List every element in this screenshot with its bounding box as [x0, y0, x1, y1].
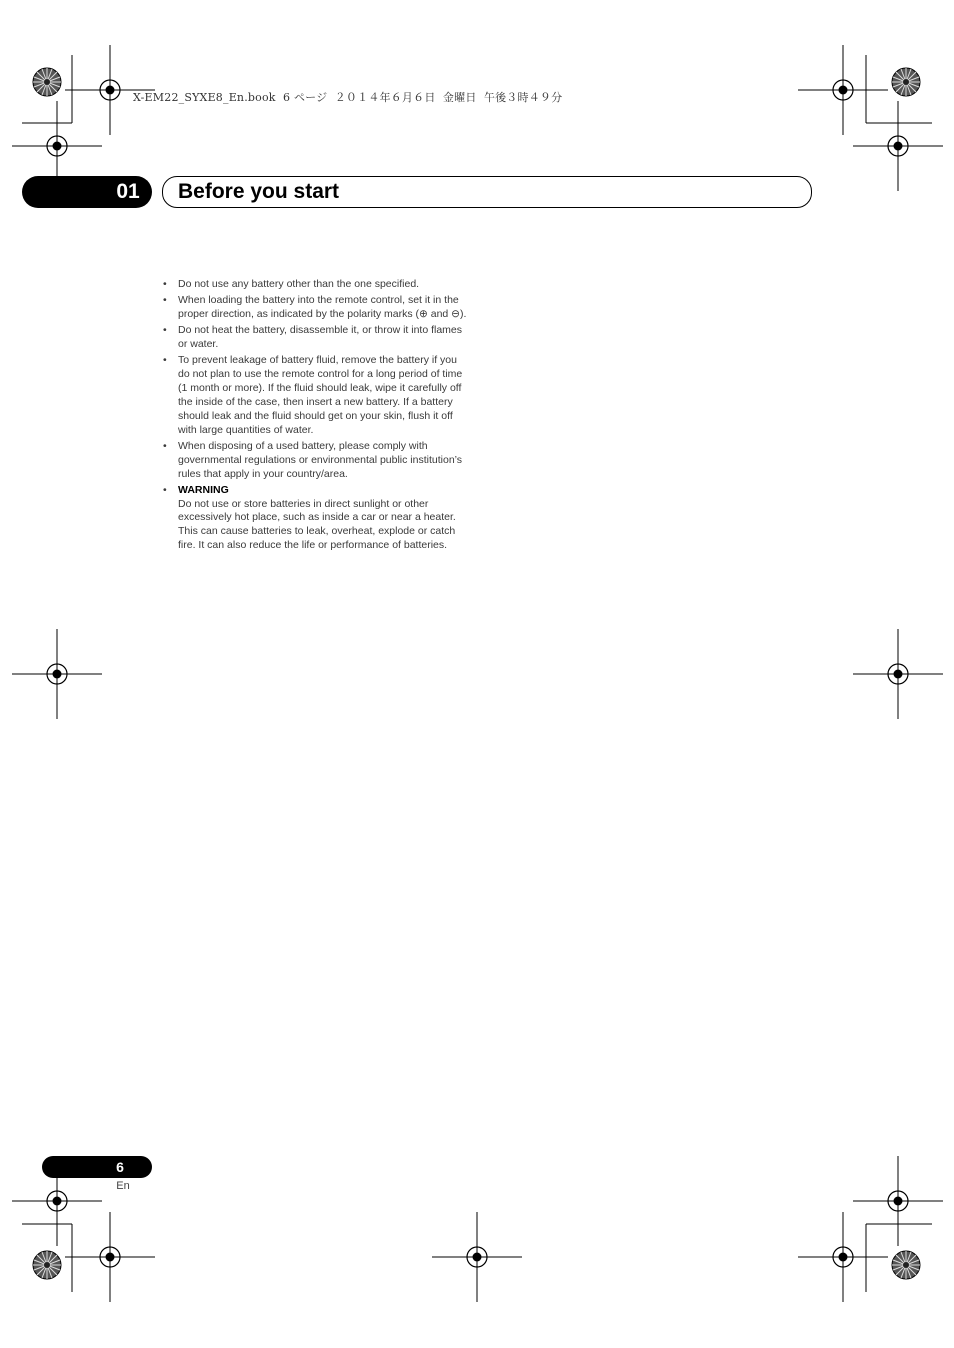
list-item-text: Do not use any battery other than the one specified. — [178, 278, 420, 290]
page-number: 6 — [116, 1159, 124, 1175]
bullet-icon: • — [163, 324, 167, 337]
page-language: En — [116, 1180, 130, 1192]
list-item — [163, 278, 471, 292]
color-wheel-icon — [33, 68, 61, 96]
registration-mark-icon — [798, 1212, 888, 1302]
list-item — [163, 354, 471, 437]
color-wheel-icon — [892, 1251, 920, 1279]
book-file-header: X-EM22_SYXE8_En.book 6 ページ ２０１４年６月６日 金曜日 午後３時４９分 — [133, 91, 563, 104]
color-wheel-icon — [33, 1251, 61, 1279]
list-item — [163, 440, 471, 482]
registration-mark-icon — [853, 629, 943, 719]
registration-mark-icon — [12, 629, 102, 719]
registration-mark-icon — [432, 1212, 522, 1302]
warning-text: Do not use or store batteries in direct sunlight or other excessively hot place, such as inside a car or near a heater. This can cause batteries to leak, overheat, explode or catch fire. It can also reduce the life or performance of batteries. — [178, 497, 456, 552]
list-item-text: When loading the battery into the remote control, set it in the proper direction, as indicated by the polarity marks (⊕ and ⊖). — [178, 294, 467, 320]
chapter-number: 01 — [116, 180, 140, 203]
list-item-text: Do not heat the battery, disassemble it, or throw it into flames or water. — [178, 324, 463, 350]
bullet-icon: • — [163, 483, 167, 496]
list-item-text: When disposing of a used battery, please comply with governmental regulations or environmental public institution’s rules that apply in your country/area. — [178, 439, 463, 480]
color-wheel-icon — [892, 68, 920, 96]
list-item — [163, 324, 471, 352]
list-item — [163, 294, 471, 322]
registration-mark-icon — [65, 1212, 155, 1302]
chapter-title: Before you start — [178, 180, 340, 203]
list-item-text: To prevent leakage of battery fluid, remove the battery if you do not plan to use the remote control for a long period of time (1 month or more). If the fluid should leak, wipe it carefully off the inside of the case, then insert a new battery. If a battery should leak and the fluid should get on your skin, flush it off with large quantities of water. — [178, 354, 463, 436]
warning-label: WARNING — [178, 483, 229, 496]
battery-precautions-list — [163, 278, 471, 555]
bullet-icon: • — [163, 278, 167, 290]
bullet-icon: • — [163, 354, 167, 367]
bullet-icon: • — [163, 294, 167, 307]
bullet-icon: • — [163, 439, 167, 452]
page-number-tab — [42, 1156, 152, 1178]
warning-item — [163, 484, 471, 554]
registration-mark-icon — [798, 45, 888, 135]
